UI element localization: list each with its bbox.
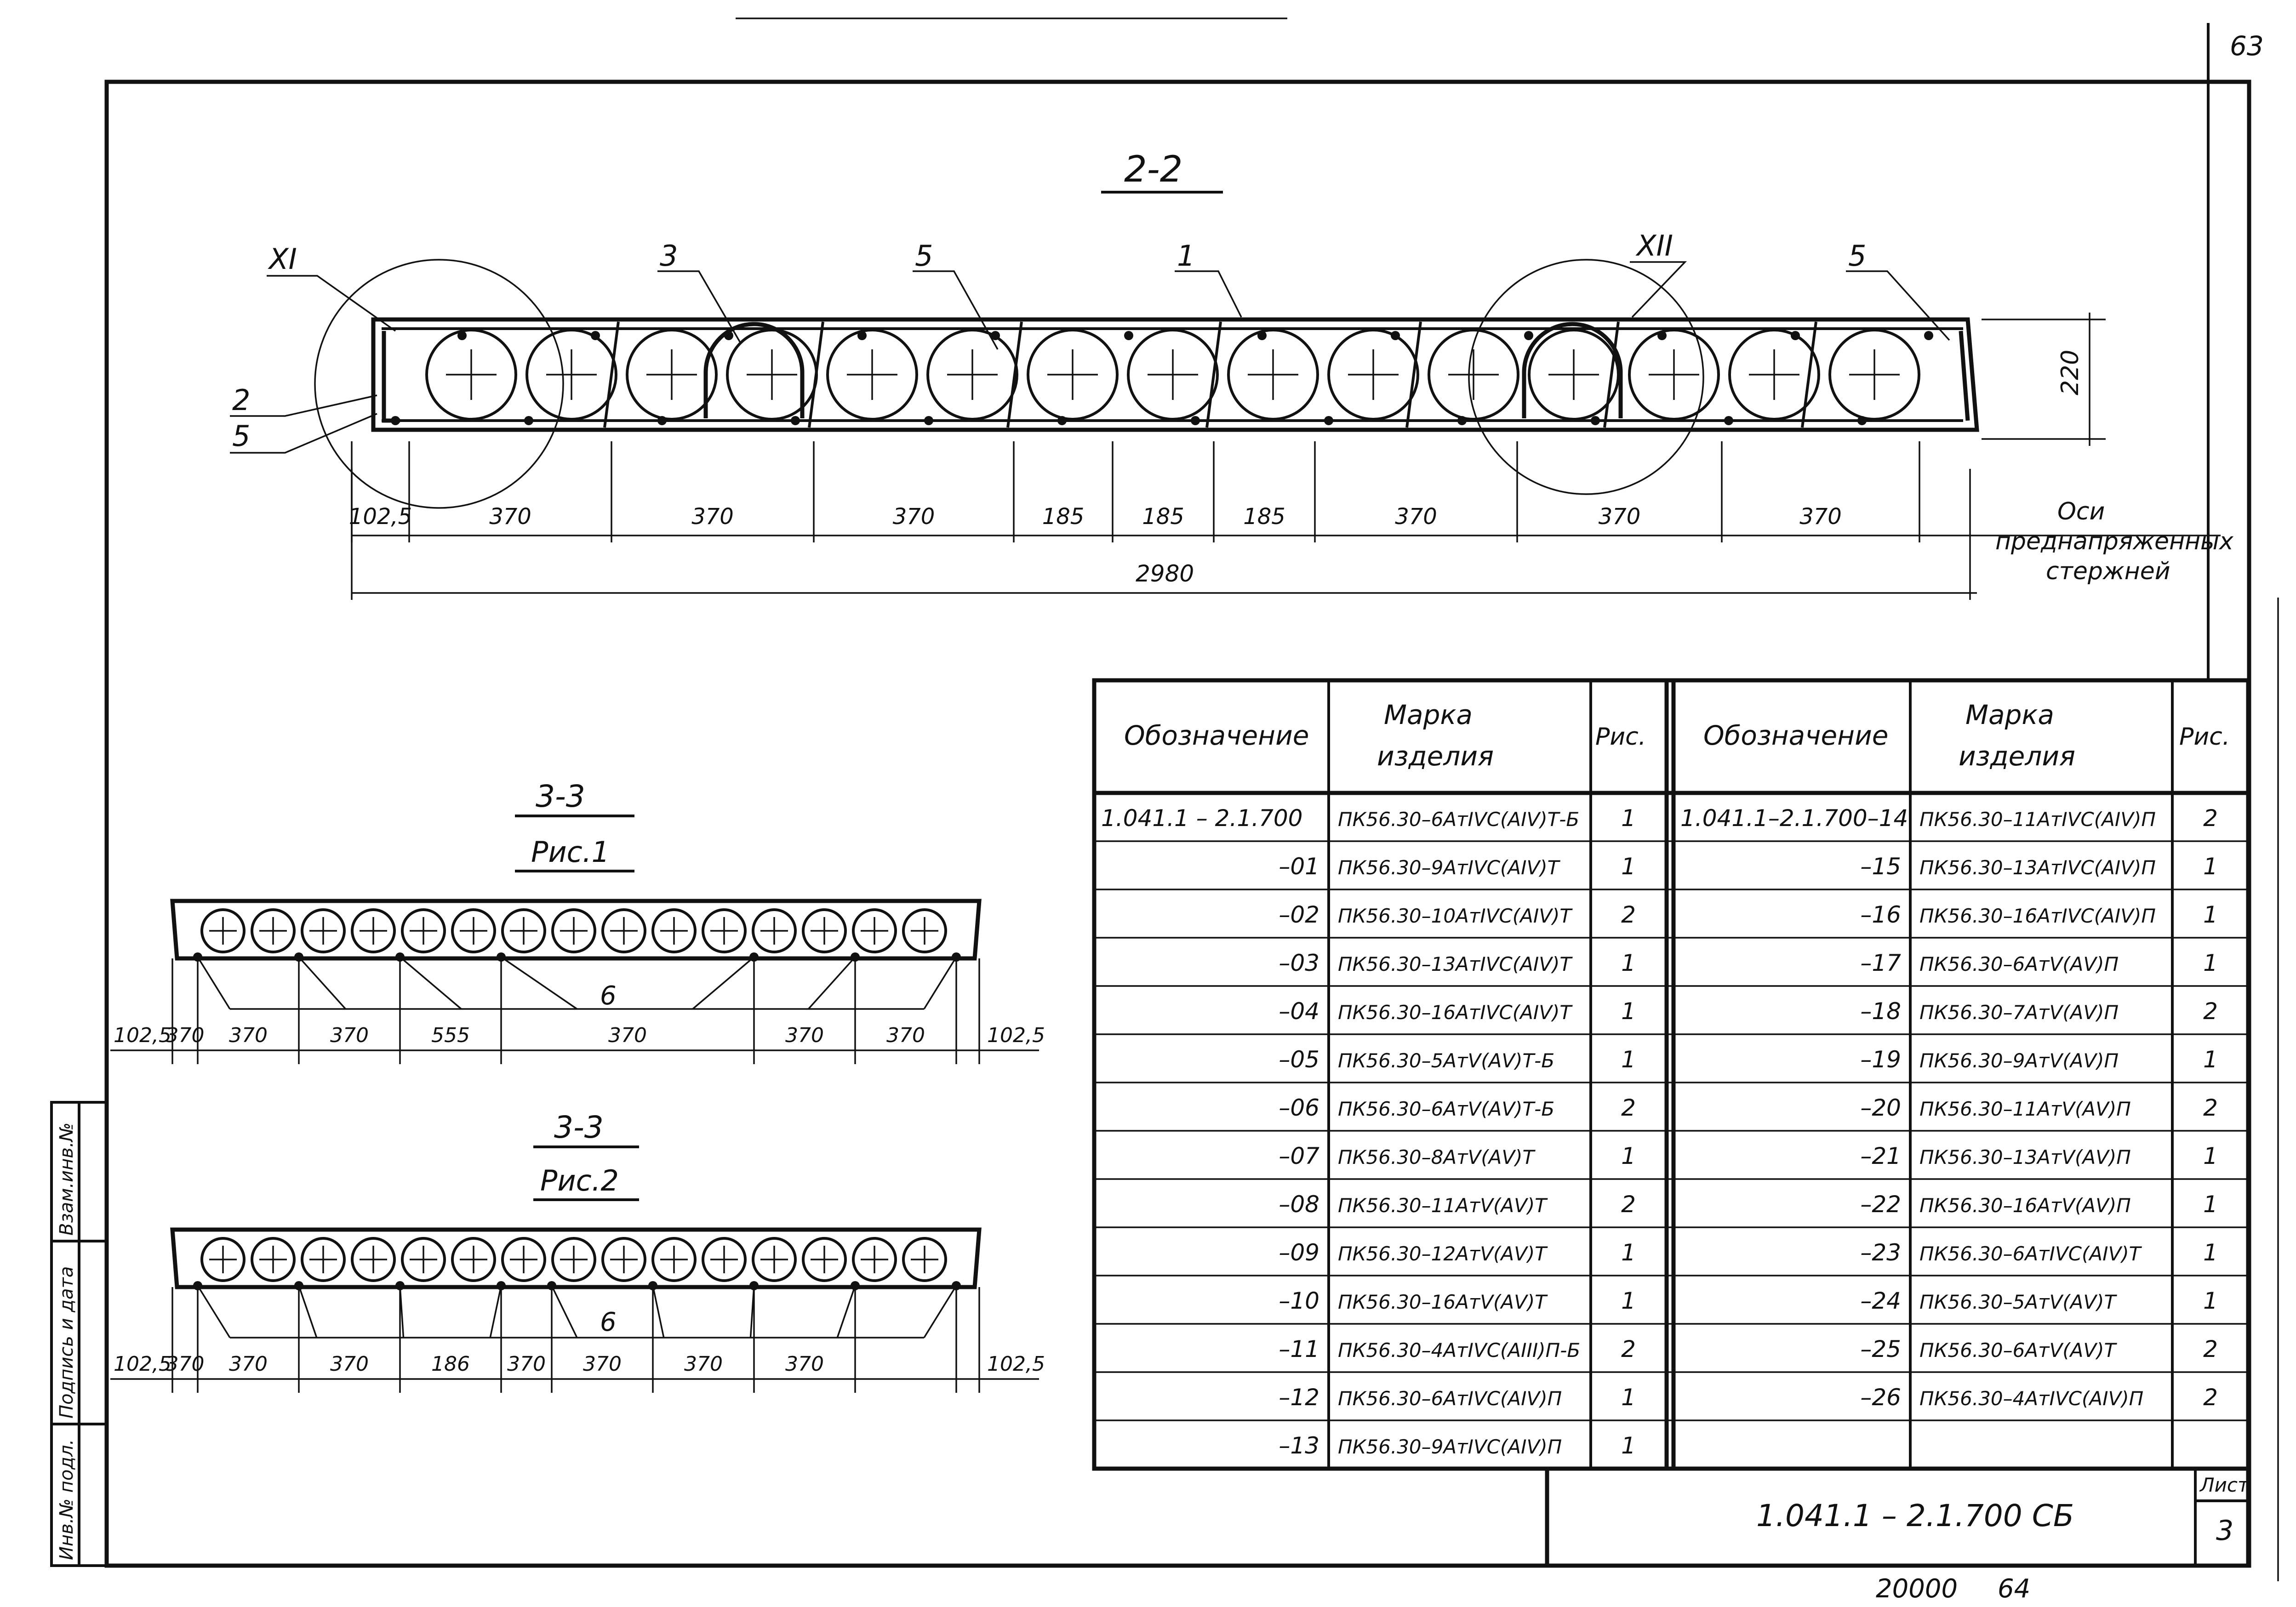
strand-dot (591, 331, 600, 340)
col-header-fig-left: Рис. (1595, 723, 1646, 751)
cell-fig: 2 (1621, 901, 1636, 928)
cell-mark: ПК56.30–5АтV(АV)Т-Б (1338, 1049, 1555, 1072)
strand-dot (1524, 331, 1533, 340)
cell-fig: 1 (2203, 1143, 2218, 1169)
cell-designation: –06 (1279, 1094, 1319, 1121)
bottom-mark-1: 20000 (1876, 1574, 1958, 1604)
dim-label: 102,5 (114, 1352, 171, 1376)
leader-line (501, 957, 577, 1009)
cell-fig: 1 (1621, 1384, 1636, 1411)
dim-label: 370 (785, 1024, 824, 1047)
cell-designation: –22 (1860, 1191, 1901, 1218)
leader-line (198, 957, 230, 1009)
cell-designation: 1.041.1 – 2.1.700 (1101, 805, 1303, 832)
bottom-mark-2: 64 (1998, 1574, 2031, 1604)
col-header-mark-left-2: изделия (1377, 741, 1494, 772)
sheet-page-number: 63 (2230, 30, 2264, 62)
cell-mark: ПК56.30–7АтV(АV)П (1919, 1001, 2119, 1024)
strand-dot (1257, 331, 1267, 340)
sheet-label: Лист (2200, 1474, 2249, 1496)
cell-designation: –04 (1279, 998, 1319, 1025)
cell-designation: –07 (1279, 1143, 1319, 1169)
cell-designation: –23 (1860, 1239, 1901, 1266)
strand-dot (1324, 416, 1333, 425)
strand-dot (524, 416, 533, 425)
fig2-dims (110, 1287, 1045, 1393)
strand-dot (924, 416, 933, 425)
table-row (1860, 1384, 2218, 1411)
fig2-leaders (193, 1281, 961, 1338)
dim-label: 186 (431, 1352, 470, 1376)
strand-dot (1924, 331, 1933, 340)
cell-designation: –15 (1860, 853, 1901, 880)
leader-line (299, 957, 346, 1009)
dim-label: 370 (166, 1024, 205, 1047)
cell-mark: ПК56.30–9АтV(АV)П (1919, 1049, 2119, 1072)
cell-fig: 2 (2203, 1336, 2218, 1362)
cell-fig: 1 (1621, 1432, 1636, 1459)
table-row (1279, 1046, 1636, 1073)
cell-fig: 1 (1621, 1288, 1636, 1314)
cell-mark: ПК56.30–8АтV(АV)Т (1338, 1146, 1535, 1168)
side-stamp-inv: Инв.№ подл. (56, 1439, 77, 1560)
section-3-3-fig1 (110, 779, 1045, 1064)
cell-designation: –10 (1279, 1288, 1319, 1314)
callout-3: 3 (660, 239, 678, 273)
cell-designation: –20 (1860, 1094, 1901, 1121)
end-bar-right (1961, 331, 1968, 421)
table-row (1279, 998, 1636, 1025)
strand-dot (1391, 331, 1400, 340)
leader-line (808, 957, 855, 1009)
cell-mark: ПК56.30–16АтV(АV)П (1919, 1194, 2131, 1217)
dim-label: 370 (684, 1352, 723, 1376)
u-bar (706, 324, 802, 418)
leader-line (924, 1286, 956, 1338)
col-header-mark-left-1: Марка (1384, 699, 1473, 730)
fig1-leaders (193, 952, 961, 1009)
chain-dim-label: 185 (1142, 504, 1184, 530)
strand-dot (457, 331, 467, 340)
cell-designation: –02 (1279, 901, 1319, 928)
leader-line (693, 957, 754, 1009)
fig1-callout-6: 6 (600, 981, 617, 1011)
strand-dot (857, 331, 867, 340)
table-row (1860, 1191, 2218, 1218)
cell-fig: 1 (1621, 998, 1636, 1025)
cell-mark: ПК56.30–13АтIVС(АIV)Т (1338, 953, 1571, 975)
title-block (1547, 1469, 2250, 1566)
callout-5-top: 5 (915, 239, 933, 273)
chain-dim-label: 370 (1395, 504, 1437, 530)
strand-dot (1657, 331, 1667, 340)
cell-designation: –11 (1279, 1336, 1319, 1362)
col-header-mark-right-2: изделия (1959, 741, 2075, 772)
strand-dot (1457, 416, 1467, 425)
cell-fig: 1 (2203, 1239, 2218, 1266)
chain-dim-label: 370 (489, 504, 531, 530)
sheet-number: 3 (2216, 1515, 2234, 1547)
fig2-subtitle: Рис.2 (540, 1164, 619, 1197)
strand-dot (1724, 416, 1733, 425)
strand-dot (724, 331, 733, 340)
table-row (1279, 901, 1636, 928)
table-row (1279, 1336, 1636, 1362)
dim-label: 370 (608, 1024, 647, 1047)
callout-2: 2 (232, 383, 251, 417)
rebar-tick (1008, 322, 1022, 427)
table-row (1279, 1288, 1636, 1314)
side-stamp-sign: Подпись и дата (56, 1266, 77, 1419)
cell-mark: ПК56.30–6АтV(АV)Т (1919, 1339, 2116, 1362)
strand-dot (1191, 416, 1200, 425)
table-row (1680, 805, 2218, 832)
section-2-2-title: 2-2 (1124, 149, 1183, 190)
col-header-designation-left: Обозначение (1124, 720, 1309, 751)
cell-fig: 1 (1621, 1046, 1636, 1073)
total-dim: 2980 (1136, 560, 1194, 587)
strand-dot (1591, 416, 1600, 425)
fig1-voids (202, 910, 946, 952)
cell-designation: –17 (1860, 950, 1901, 976)
leader-line (299, 1286, 317, 1338)
callout-1: 1 (1177, 239, 1195, 273)
cell-mark: ПК56.30–11АтIVС(АIV)П (1919, 808, 2156, 831)
axis-note-3: стержней (2046, 558, 2170, 585)
cell-designation: –25 (1860, 1336, 1901, 1362)
chain-dim-label: 102,5 (348, 504, 412, 530)
cell-mark: ПК56.30–13АтV(АV)П (1919, 1146, 2131, 1168)
chain-dim-2-2 (349, 441, 1919, 542)
chain-dim-label: 370 (892, 504, 935, 530)
cell-fig: 1 (1621, 950, 1636, 976)
cell-designation: 1.041.1–2.1.700–14 (1680, 805, 1908, 832)
cell-designation: –16 (1860, 901, 1901, 928)
table-row (1860, 1239, 2218, 1266)
table-row (1860, 1143, 2218, 1169)
cell-fig: 1 (2203, 1046, 2218, 1073)
dim-label: 370 (886, 1024, 925, 1047)
slab-2-2-voids (384, 322, 1968, 427)
cell-designation: –05 (1279, 1046, 1319, 1073)
table-row (1860, 853, 2218, 880)
leader-line (837, 1286, 855, 1338)
cell-fig: 1 (1621, 853, 1636, 880)
strand-dot (657, 416, 667, 425)
table-row (1279, 1191, 1636, 1218)
cell-mark: ПК56.30–6АтIVС(АIV)П (1338, 1387, 1562, 1410)
dim-label: 370 (785, 1352, 824, 1376)
cell-mark: ПК56.30–10АтIVС(АIV)Т (1338, 905, 1571, 927)
cell-mark: ПК56.30–11АтV(АV)Т (1338, 1194, 1547, 1217)
fig1-title: 3-3 (536, 779, 585, 814)
spec-table (1094, 680, 2248, 1469)
leader-line (400, 957, 461, 1009)
table-row (1860, 950, 2218, 976)
strand-dot (1791, 331, 1800, 340)
cell-fig: 2 (1621, 1336, 1636, 1362)
chain-dim-label: 370 (1598, 504, 1641, 530)
table-row (1860, 998, 2218, 1025)
section-2-2 (230, 149, 2234, 600)
cell-mark: ПК56.30–16АтIVС(АIV)П (1919, 905, 2156, 927)
cell-designation: –18 (1860, 998, 1901, 1025)
cell-mark: ПК56.30–6АтIVС(АIV)Т (1919, 1242, 2141, 1265)
dim-label: 370 (330, 1352, 369, 1376)
height-dim: 220 (2056, 349, 2084, 395)
callout-xii: XII (1637, 229, 1673, 262)
cell-fig: 1 (2203, 901, 2218, 928)
dim-label: 370 (229, 1024, 268, 1047)
cell-mark: ПК56.30–11АтV(АV)П (1919, 1098, 2131, 1120)
chain-dim-label: 370 (691, 504, 734, 530)
table-row (1279, 853, 1636, 880)
cell-fig: 1 (2203, 1191, 2218, 1218)
table-row (1860, 901, 2218, 928)
fig2-callout-6: 6 (600, 1307, 617, 1337)
axis-note-1: Оси (2057, 498, 2105, 525)
table-row (1279, 1384, 1636, 1411)
cell-fig: 1 (2203, 950, 2218, 976)
table-row (1101, 805, 1636, 832)
cell-designation: –19 (1860, 1046, 1901, 1073)
cell-designation: –09 (1279, 1239, 1319, 1266)
col-header-mark-right-1: Марка (1965, 699, 2054, 730)
callout-5-right: 5 (1848, 239, 1867, 273)
cell-fig: 2 (2203, 1094, 2218, 1121)
table-row (1860, 1094, 2218, 1121)
cell-mark: ПК56.30–4АтIVС(АIII)П-Б (1338, 1339, 1581, 1362)
cell-mark: ПК56.30–4АтIVС(АIV)П (1919, 1387, 2144, 1410)
cell-mark: ПК56.30–9АтIVС(АIV)П (1338, 1436, 1562, 1458)
cell-designation: –24 (1860, 1288, 1901, 1314)
cell-fig: 1 (2203, 853, 2218, 880)
dim-label: 370 (229, 1352, 268, 1376)
col-header-designation-right: Обозначение (1703, 720, 1889, 751)
leader-line (552, 1286, 577, 1338)
strand-dot (791, 416, 800, 425)
cell-fig: 1 (1621, 1143, 1636, 1169)
cell-designation: –03 (1279, 950, 1319, 976)
title-code: 1.041.1 – 2.1.700 СБ (1756, 1498, 2074, 1533)
cell-fig: 1 (2203, 1288, 2218, 1314)
callout-5-left: 5 (232, 419, 251, 453)
section-3-3-fig2 (110, 1110, 1045, 1393)
dim-label: 102,5 (987, 1352, 1045, 1376)
table-row (1860, 1288, 2218, 1314)
table-row (1279, 1239, 1636, 1266)
dim-label: 370 (583, 1352, 622, 1376)
side-stamp-replace: Взам.инв.№ (56, 1122, 77, 1236)
dim-label: 102,5 (987, 1024, 1045, 1047)
cell-mark: ПК56.30–12АтV(АV)Т (1338, 1242, 1547, 1265)
table-row (1279, 950, 1636, 976)
cell-mark: ПК56.30–6АтV(АV)П (1919, 953, 2119, 975)
cell-designation: –12 (1279, 1384, 1319, 1411)
table-rows (1101, 805, 2218, 1459)
cell-designation: –01 (1279, 853, 1319, 880)
fig2-title: 3-3 (554, 1110, 604, 1145)
leader-line (653, 1286, 664, 1338)
strand-dot (1057, 416, 1067, 425)
cell-fig: 2 (2203, 1384, 2218, 1411)
end-bar-left (384, 331, 400, 421)
side-stamp (51, 1102, 107, 1566)
leader-line (490, 1286, 501, 1338)
chain-dim-label: 185 (1042, 504, 1085, 530)
cell-mark: ПК56.30–13АтIVС(АIV)П (1919, 856, 2156, 879)
cell-fig: 2 (1621, 1094, 1636, 1121)
chain-dim-label: 185 (1243, 504, 1285, 530)
cell-mark: ПК56.30–6АтIVС(АIV)Т-Б (1338, 808, 1580, 831)
cell-mark: ПК56.30–16АтIVС(АIV)Т (1338, 1001, 1571, 1024)
rebar-tick (809, 322, 823, 427)
dim-label: 102,5 (114, 1024, 171, 1047)
cell-mark: ПК56.30–16АтV(АV)Т (1338, 1291, 1547, 1313)
strand-dot (1124, 331, 1133, 340)
cell-fig: 2 (2203, 805, 2218, 832)
axis-note-2: преднапряженных (1995, 528, 2233, 555)
rebar-tick (1802, 322, 1816, 427)
cell-designation: –21 (1860, 1143, 1901, 1169)
cell-fig: 2 (2203, 998, 2218, 1025)
cell-designation: –13 (1279, 1432, 1319, 1459)
dim-label: 555 (431, 1024, 470, 1047)
table-row-lines (1094, 841, 2248, 1420)
table-row (1279, 1094, 1636, 1121)
cell-mark: ПК56.30–9АтIVС(АIV)Т (1338, 856, 1559, 879)
table-row (1860, 1046, 2218, 1073)
table-row (1860, 1336, 2218, 1362)
table-row (1279, 1143, 1636, 1169)
dim-label: 370 (507, 1352, 546, 1376)
cell-fig: 1 (1621, 805, 1636, 832)
col-header-fig-right: Рис. (2179, 723, 2230, 751)
dim-label: 370 (330, 1024, 369, 1047)
table-row (1279, 1432, 1636, 1459)
leader-line (924, 957, 956, 1009)
cell-designation: –26 (1860, 1384, 1901, 1411)
leader-line (198, 1286, 230, 1338)
fig1-dims (110, 958, 1045, 1064)
cell-mark: ПК56.30–5АтV(АV)Т (1919, 1291, 2116, 1313)
fig1-subtitle: Рис.1 (531, 835, 610, 869)
callout-xi: XI (269, 242, 297, 276)
dim-label: 370 (166, 1352, 205, 1376)
cell-fig: 2 (1621, 1191, 1636, 1218)
cell-mark: ПК56.30–6АтV(АV)Т-Б (1338, 1098, 1555, 1120)
strand-dot (1857, 416, 1867, 425)
cell-designation: –08 (1279, 1191, 1319, 1218)
fig2-voids (202, 1238, 946, 1281)
chain-dim-label: 370 (1799, 504, 1842, 530)
cell-fig: 1 (1621, 1239, 1636, 1266)
